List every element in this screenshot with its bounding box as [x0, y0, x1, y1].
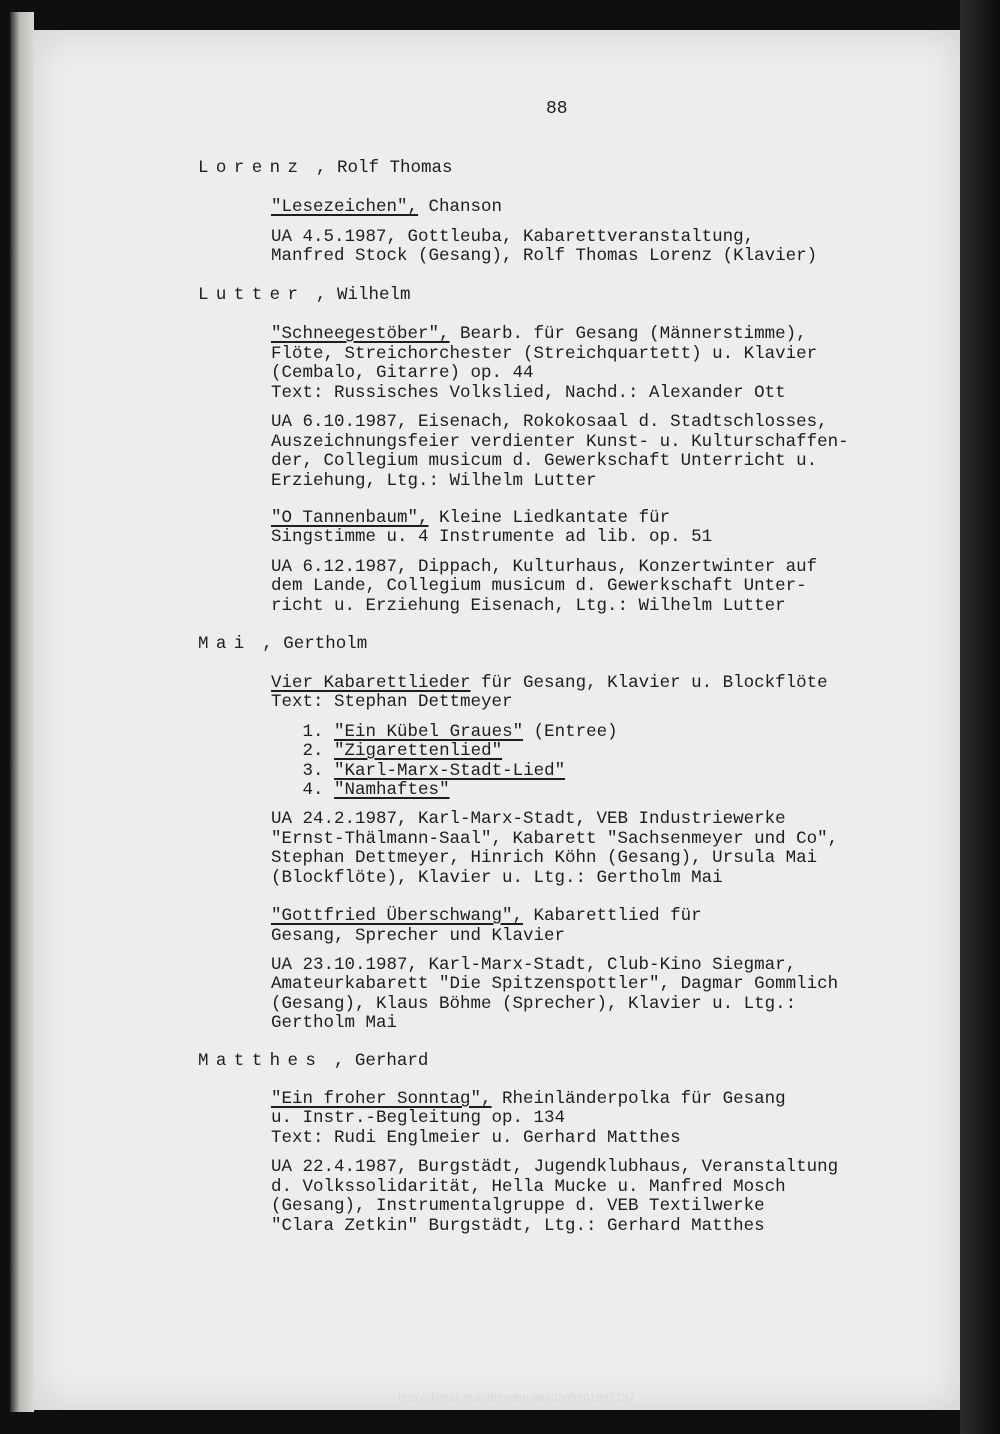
- song-number: 4.: [302, 780, 324, 800]
- premiere-line: Manfred Stock (Gesang), Rolf Thomas Lorenz (Klavier): [271, 246, 818, 266]
- work-title-line: [271, 509, 670, 529]
- author-given-name: Wilhelm: [336, 285, 411, 305]
- work-title-line: [271, 907, 702, 927]
- work-title: "Lesezeichen",: [271, 197, 419, 217]
- author-surname: Lorenz: [198, 158, 306, 178]
- song-list-item: [271, 781, 450, 801]
- document-page: [34, 30, 960, 1410]
- author-surname: Mai: [198, 634, 252, 654]
- premiere-line: dem Lande, Collegium musicum d. Gewerkschaft Unter-: [271, 576, 807, 596]
- page-content: [34, 30, 960, 1410]
- song-list-item: [271, 762, 565, 782]
- page-edge-left: [10, 12, 34, 1412]
- work-detail-line: u. Instr.-Begleitung op. 134: [271, 1108, 566, 1128]
- work-title-line: [271, 198, 502, 218]
- work-title-line: [271, 674, 828, 694]
- premiere-line: der, Collegium musicum d. Gewerkschaft Unterricht u.: [271, 451, 818, 471]
- premiere-line: UA 23.10.1987, Karl-Marx-Stadt, Club-Kino Siegmar,: [271, 955, 797, 975]
- work-detail-line: Text: Russisches Volkslied, Nachd.: Alexander Ott: [271, 383, 786, 403]
- song-number: 1.: [302, 722, 324, 742]
- author-surname: Matthes: [198, 1051, 324, 1071]
- work-description: Chanson: [418, 197, 503, 217]
- song-title: "Zigarettenlied": [334, 741, 503, 761]
- premiere-line: UA 22.4.1987, Burgstädt, Jugendklubhaus, Veranstaltung: [271, 1157, 839, 1177]
- source-watermark: http://digital.slub-dresden.de/id305801897Z57: [398, 1392, 636, 1404]
- song-list-item: [271, 723, 618, 743]
- premiere-line: UA 4.5.1987, Gottleuba, Kabarettveranstaltung,: [271, 227, 755, 247]
- song-note: (Entree): [523, 722, 618, 742]
- premiere-line: richt u. Erziehung Eisenach, Ltg.: Wilhelm Lutter: [271, 596, 786, 616]
- premiere-line: "Clara Zetkin" Burgstädt, Ltg.: Gerhard Matthes: [271, 1216, 765, 1236]
- work-title-line: [271, 1090, 786, 1110]
- premiere-line: (Blockflöte), Klavier u. Ltg.: Gertholm Mai: [271, 868, 723, 888]
- premiere-line: Amateurkabarett "Die Spitzenspottler", Dagmar Gommlich: [271, 974, 839, 994]
- work-detail-line: Gesang, Sprecher und Klavier: [271, 926, 566, 946]
- song-list-item: [271, 742, 502, 762]
- author-heading: Lutter , Wilhelm: [198, 285, 411, 305]
- premiere-line: Stephan Dettmeyer, Hinrich Köhn (Gesang), Ursula Mai: [271, 848, 818, 868]
- author-heading: Mai , Gertholm: [198, 634, 368, 654]
- premiere-line: Auszeichnungsfeier verdienter Kunst- u. Kulturschaffen-: [271, 432, 849, 452]
- song-number: 2.: [302, 741, 324, 761]
- page-number: 88: [546, 99, 568, 119]
- work-description: Rheinländerpolka für Gesang: [491, 1089, 786, 1109]
- song-title: "Namhaftes": [334, 780, 450, 800]
- premiere-line: d. Volkssolidarität, Hella Mucke u. Manfred Mosch: [271, 1177, 786, 1197]
- work-description: Kleine Liedkantate für: [428, 508, 671, 528]
- premiere-line: UA 6.10.1987, Eisenach, Rokokosaal d. Stadtschlosses,: [271, 412, 828, 432]
- premiere-line: (Gesang), Klaus Böhme (Sprecher), Klavier u. Ltg.:: [271, 994, 797, 1014]
- work-description: Kabarettlied für: [523, 906, 702, 926]
- work-detail-line: (Cembalo, Gitarre) op. 44: [271, 363, 534, 383]
- page-edge-right: [960, 0, 1000, 1434]
- work-detail-line: Flöte, Streichorchester (Streichquartett) u. Klavier: [271, 344, 818, 364]
- song-title: "Ein Kübel Graues": [334, 722, 524, 742]
- work-title: "Ein froher Sonntag",: [271, 1089, 492, 1109]
- author-given-name: Rolf Thomas: [336, 158, 453, 178]
- author-heading: Matthes , Gerhard: [198, 1051, 429, 1071]
- song-number: 3.: [302, 761, 324, 781]
- work-detail-line: Text: Rudi Englmeier u. Gerhard Matthes: [271, 1128, 681, 1148]
- work-description: für Gesang, Klavier u. Blockflöte: [470, 673, 828, 693]
- author-surname: Lutter: [198, 285, 306, 305]
- premiere-line: UA 24.2.1987, Karl-Marx-Stadt, VEB Industriewerke: [271, 809, 786, 829]
- premiere-line: Gertholm Mai: [271, 1013, 398, 1033]
- premiere-line: Erziehung, Ltg.: Wilhelm Lutter: [271, 471, 597, 491]
- work-description: Bearb. für Gesang (Männerstimme),: [449, 324, 807, 344]
- author-given-name: Gerhard: [354, 1051, 429, 1071]
- work-title-line: [271, 325, 807, 345]
- work-title: "Gottfried Überschwang",: [271, 906, 524, 926]
- song-title: "Karl-Marx-Stadt-Lied": [334, 761, 566, 781]
- work-title: "Schneegestöber",: [271, 324, 450, 344]
- premiere-line: "Ernst-Thälmann-Saal", Kabarett "Sachsenmeyer und Co",: [271, 829, 839, 849]
- premiere-line: (Gesang), Instrumentalgruppe d. VEB Textilwerke: [271, 1196, 765, 1216]
- premiere-line: UA 6.12.1987, Dippach, Kulturhaus, Konzertwinter auf: [271, 557, 818, 577]
- author-given-name: Gertholm: [283, 634, 368, 654]
- work-detail-line: Singstimme u. 4 Instrumente ad lib. op. 51: [271, 527, 713, 547]
- work-title: "O Tannenbaum",: [271, 508, 429, 528]
- author-heading: Lorenz , Rolf Thomas: [198, 158, 453, 178]
- work-title: Vier Kabarettlieder: [271, 673, 471, 693]
- work-detail-line: Text: Stephan Dettmeyer: [271, 692, 513, 712]
